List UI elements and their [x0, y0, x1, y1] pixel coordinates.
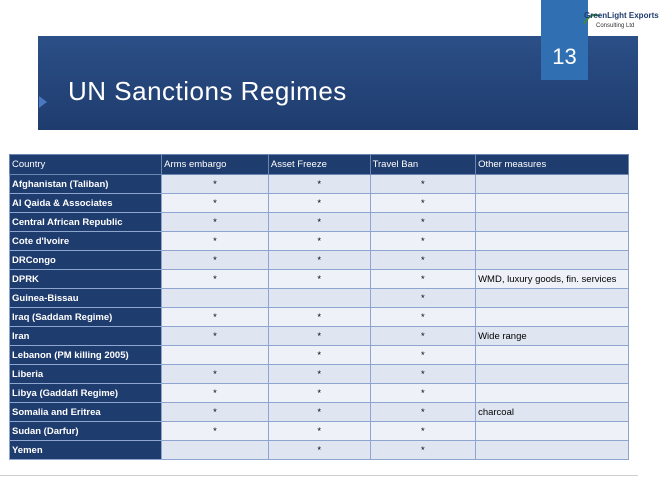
travel-ban-cell: *: [370, 403, 476, 422]
table-row: [10, 232, 629, 251]
travel-ban-cell: *: [370, 289, 476, 308]
asset-freeze-cell: *: [268, 308, 370, 327]
other-measures-cell: Wide range: [476, 327, 629, 346]
country-cell: DPRK: [10, 270, 162, 289]
arms-embargo-cell: [162, 346, 269, 365]
travel-ban-cell: *: [370, 270, 476, 289]
asset-freeze-cell: *: [268, 403, 370, 422]
travel-ban-cell: *: [370, 441, 476, 460]
asset-freeze-cell: *: [268, 232, 370, 251]
arms-embargo-cell: *: [162, 422, 269, 441]
other-measures-cell: [476, 308, 629, 327]
other-measures-cell: [476, 422, 629, 441]
country-cell: Guinea-Bissau: [10, 289, 162, 308]
arms-embargo-cell: *: [162, 403, 269, 422]
other-measures-cell: [476, 384, 629, 403]
country-cell: Iran: [10, 327, 162, 346]
asset-freeze-cell: *: [268, 346, 370, 365]
logo-line2: Consulting Ltd: [596, 23, 635, 29]
country-cell: Somalia and Eritrea: [10, 403, 162, 422]
table-row: [10, 422, 629, 441]
asset-freeze-cell: *: [268, 194, 370, 213]
travel-ban-cell: *: [370, 365, 476, 384]
asset-freeze-cell: *: [268, 384, 370, 403]
table-row: [10, 403, 629, 422]
table-row: [10, 270, 629, 289]
sanctions-table: [9, 154, 629, 460]
travel-ban-cell: *: [370, 422, 476, 441]
other-measures-cell: [476, 251, 629, 270]
table-row: [10, 441, 629, 460]
asset-freeze-cell: [268, 289, 370, 308]
travel-ban-cell: *: [370, 251, 476, 270]
country-cell: Cote d'Ivoire: [10, 232, 162, 251]
other-measures-cell: charcoal: [476, 403, 629, 422]
table-header-row: [10, 155, 629, 175]
table-row: [10, 308, 629, 327]
travel-ban-cell: *: [370, 346, 476, 365]
country-cell: Afghanistan (Taliban): [10, 175, 162, 194]
page-number: 13: [552, 44, 577, 69]
other-measures-cell: [476, 194, 629, 213]
travel-ban-cell: *: [370, 327, 476, 346]
travel-ban-cell: *: [370, 175, 476, 194]
arms-embargo-cell: [162, 441, 269, 460]
table-row: [10, 213, 629, 232]
asset-freeze-cell: *: [268, 251, 370, 270]
travel-ban-cell: *: [370, 213, 476, 232]
other-measures-cell: [476, 232, 629, 251]
header-arms-embargo: Arms embargo: [162, 155, 269, 175]
arms-embargo-cell: *: [162, 270, 269, 289]
header-other-measures: Other measures: [476, 155, 629, 175]
arrow-bullet-icon: [39, 96, 47, 108]
table-row: [10, 175, 629, 194]
other-measures-cell: [476, 213, 629, 232]
asset-freeze-cell: *: [268, 175, 370, 194]
other-measures-cell: WMD, luxury goods, fin. services: [476, 270, 629, 289]
slide-title: UN Sanctions Regimes: [68, 76, 347, 106]
arms-embargo-cell: *: [162, 232, 269, 251]
travel-ban-cell: *: [370, 194, 476, 213]
table-row: [10, 194, 629, 213]
country-cell: Al Qaida & Associates: [10, 194, 162, 213]
other-measures-cell: [476, 175, 629, 194]
table-row: [10, 365, 629, 384]
asset-freeze-cell: *: [268, 327, 370, 346]
arms-embargo-cell: *: [162, 194, 269, 213]
country-cell: Central African Republic: [10, 213, 162, 232]
header-asset-freeze: Asset Freeze: [268, 155, 370, 175]
arms-embargo-cell: [162, 289, 269, 308]
asset-freeze-cell: *: [268, 365, 370, 384]
arms-embargo-cell: *: [162, 384, 269, 403]
logo-line1: GreenLight Exports: [584, 11, 659, 20]
country-cell: Libya (Gaddafi Regime): [10, 384, 162, 403]
header-country: Country: [10, 155, 162, 175]
other-measures-cell: [476, 346, 629, 365]
country-cell: DRCongo: [10, 251, 162, 270]
arms-embargo-cell: *: [162, 365, 269, 384]
header-travel-ban: Travel Ban: [370, 155, 476, 175]
asset-freeze-cell: *: [268, 441, 370, 460]
country-cell: Liberia: [10, 365, 162, 384]
arms-embargo-cell: *: [162, 327, 269, 346]
other-measures-cell: [476, 289, 629, 308]
other-measures-cell: [476, 441, 629, 460]
table-row: [10, 327, 629, 346]
arms-embargo-cell: *: [162, 213, 269, 232]
table-row: [10, 289, 629, 308]
country-cell: Iraq (Saddam Regime): [10, 308, 162, 327]
table-row: [10, 384, 629, 403]
arms-embargo-cell: *: [162, 251, 269, 270]
other-measures-cell: [476, 365, 629, 384]
travel-ban-cell: *: [370, 232, 476, 251]
asset-freeze-cell: *: [268, 213, 370, 232]
travel-ban-cell: *: [370, 384, 476, 403]
country-cell: Sudan (Darfur): [10, 422, 162, 441]
bottom-divider: [0, 475, 638, 476]
arms-embargo-cell: *: [162, 175, 269, 194]
country-cell: Lebanon (PM killing 2005): [10, 346, 162, 365]
table-row: [10, 251, 629, 270]
asset-freeze-cell: *: [268, 422, 370, 441]
country-cell: Yemen: [10, 441, 162, 460]
travel-ban-cell: *: [370, 308, 476, 327]
asset-freeze-cell: *: [268, 270, 370, 289]
arms-embargo-cell: *: [162, 308, 269, 327]
table-row: [10, 346, 629, 365]
